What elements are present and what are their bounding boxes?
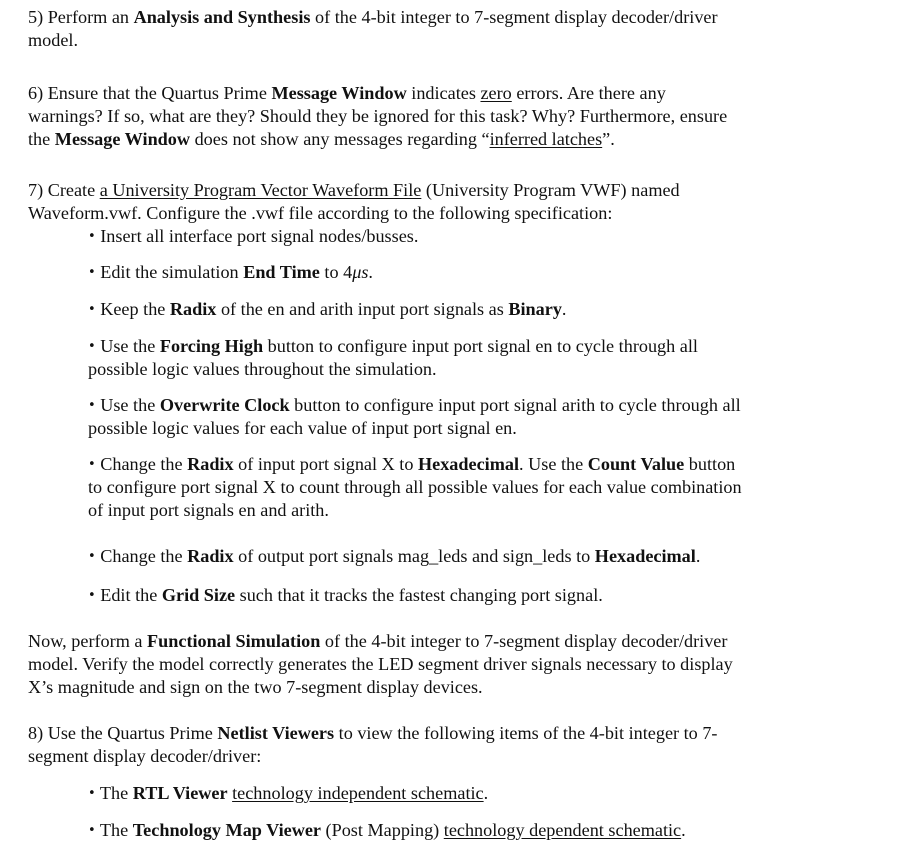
message-window-term-2: Message Window [54, 129, 191, 149]
zero-underlined: zero [480, 83, 512, 103]
bullet-glyph: • [88, 229, 96, 244]
bullet-overwrite-clock: • Use the Overwrite Clock button to configure input port signal arith to cycle through all possible logic values for each value of input port signal en. [88, 395, 741, 438]
bullet-grid-size: • Edit the Grid Size such that it tracks the fastest changing port signal. [88, 585, 603, 605]
step-7-paragraph: 7) Create a University Program Vector Waveform File (University Program VWF) named Waveform.vwf. Configure the .vwf file according to the following specification: [28, 180, 680, 223]
bullet-rtl-viewer: • The RTL Viewer technology independent schematic. [88, 783, 489, 803]
bullet-glyph: • [88, 786, 96, 801]
bullet-glyph: • [88, 549, 96, 564]
bullet-output-radix: • Change the Radix of output port signals mag_leds and sign_leds to Hexadecimal. [88, 546, 701, 566]
bullet-glyph: • [88, 588, 96, 603]
bullet-insert-nodes: • Insert all interface port signal nodes/busses. [88, 226, 419, 246]
analysis-synthesis-term: Analysis and Synthesis [133, 7, 311, 27]
bullet-technology-map-viewer: • The Technology Map Viewer (Post Mapping) technology dependent schematic. [88, 820, 686, 840]
bullet-glyph: • [88, 265, 96, 280]
bullet-radix-binary: • Keep the Radix of the en and arith input port signals as Binary. [88, 299, 567, 319]
bullet-glyph: • [88, 302, 96, 317]
bullet-glyph: • [88, 823, 96, 838]
bullet-radix-hex-count: • Change the Radix of input port signal X to Hexadecimal. Use the Count Value button to configure port signal X to count through all possible values for each value combination of input port signals en and arith. [88, 454, 742, 520]
step-6-paragraph: 6) Ensure that the Quartus Prime Message Window indicates zero errors. Are there any warnings? If so, what are they? Should they be ignored for this task? Why? Furthermore, ensure the Message Window does not show any messages regarding “inferred latches”. [28, 83, 728, 149]
message-window-term: Message Window [271, 83, 407, 103]
inferred-latches-underlined: inferred latches [489, 129, 603, 149]
bullet-glyph: • [88, 398, 96, 413]
bullet-forcing-high: • Use the Forcing High button to configure input port signal en to cycle through all possible logic values throughout the simulation. [88, 336, 698, 379]
bullet-glyph: • [88, 457, 96, 472]
netlist-viewers-term: Netlist Viewers [217, 723, 335, 743]
functional-simulation-term: Functional Simulation [147, 631, 321, 651]
step-5-paragraph: 5) Perform an Analysis and Synthesis of the 4-bit integer to 7-segment display decoder/driver model. [28, 7, 718, 50]
vwf-underlined: a University Program Vector Waveform File [99, 180, 422, 200]
bullet-glyph: • [88, 339, 96, 354]
functional-simulation-paragraph: Now, perform a Functional Simulation of the 4-bit integer to 7-segment display decoder/driver model. Verify the model correctly generates the LED segment driver signals necessary to display X’s magnitude and sign on the two 7-segment display devices. [28, 631, 733, 697]
bullet-end-time: • Edit the simulation End Time to 4μs. [88, 262, 373, 282]
step-8-paragraph: 8) Use the Quartus Prime Netlist Viewers to view the following items of the 4-bit integer to 7- segment display decoder/driver: [28, 723, 718, 766]
